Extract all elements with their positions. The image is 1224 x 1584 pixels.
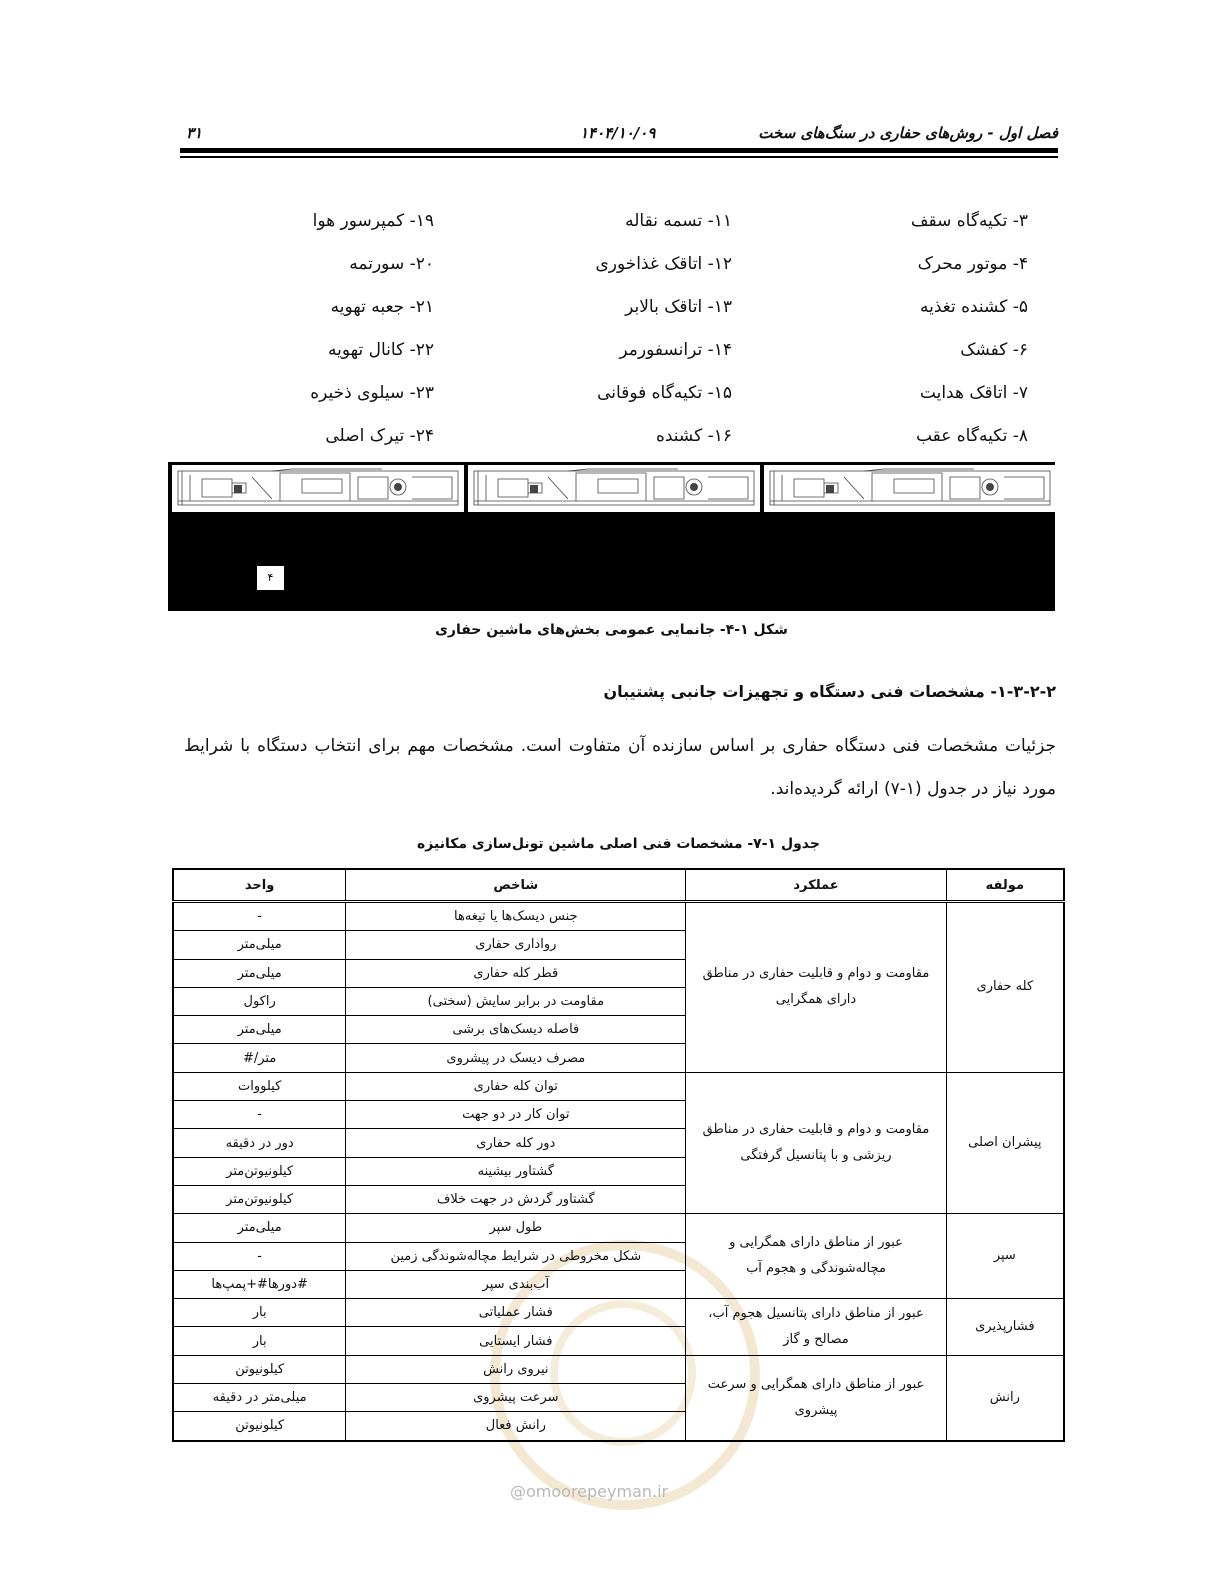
legend-item: ۷- اتاقک هدایت	[919, 383, 1028, 403]
legend-item: ۲۴- تیرک اصلی	[325, 426, 434, 446]
unit-cell: راکول	[173, 987, 346, 1015]
machine-drawing-panel	[172, 465, 464, 512]
page-header	[180, 118, 1058, 148]
unit-cell: -	[173, 1242, 346, 1270]
unit-cell: -	[173, 902, 346, 931]
table-caption: جدول ۱-۷- مشخصات فنی اصلی ماشین تونل‌سازی مکانیزه	[417, 836, 820, 852]
index-cell: گشتاور گردش در جهت خلاف	[346, 1185, 686, 1213]
legend-item: ۱۲- اتاقک غذاخوری	[595, 254, 732, 274]
component-cell: کله حفاری	[946, 902, 1064, 1073]
component-cell: پیشران اصلی	[946, 1072, 1064, 1213]
unit-cell: کیلونیوتن‌متر	[173, 1185, 346, 1213]
header-component: مولفه	[946, 869, 1064, 902]
legend-item: ۲۲- کانال تهویه	[328, 340, 434, 360]
legend-item: ۱۴- ترانسفورمر	[619, 340, 732, 360]
unit-cell: کیلونیوتن	[173, 1355, 346, 1383]
index-cell: قطر کله حفاری	[346, 959, 686, 987]
table-row	[173, 1299, 1064, 1327]
unit-cell: بار	[173, 1327, 346, 1355]
header-unit: واحد	[173, 869, 346, 902]
page-number: ۳۱	[186, 124, 203, 142]
watermark-text: @omoorepeyman.ir	[510, 1482, 669, 1501]
legend-item: ۲۱- جعبه تهویه	[330, 297, 434, 317]
legend-item: ۵- کشنده تغذیه	[919, 297, 1028, 317]
function-cell: عبور از مناطق دارای همگرایی و سرعت پیشروی	[686, 1355, 946, 1440]
index-cell: آب‌بندی سپر	[346, 1270, 686, 1298]
component-cell: رانش	[946, 1355, 1064, 1440]
spec-table	[172, 868, 1065, 1442]
unit-cell: میلی‌متر در دقیقه	[173, 1384, 346, 1412]
header-rule-thick	[180, 148, 1058, 153]
figure-caption: شکل ۱-۴- جانمایی عمومی بخش‌های ماشین حفاری	[435, 622, 788, 638]
index-cell: رواداری حفاری	[346, 931, 686, 959]
unit-cell: میلی‌متر	[173, 1016, 346, 1044]
table-row	[173, 902, 1064, 931]
index-cell: گشتاور بیشینه	[346, 1157, 686, 1185]
table-row	[173, 1355, 1064, 1383]
unit-cell: بار	[173, 1299, 346, 1327]
index-cell: توان کله حفاری	[346, 1072, 686, 1100]
index-cell: مصرف دیسک در پیشروی	[346, 1044, 686, 1072]
index-cell: رانش فعال	[346, 1412, 686, 1441]
legend-item: ۲۳- سیلوی ذخیره	[310, 383, 434, 403]
index-cell: طول سپر	[346, 1214, 686, 1242]
machine-layout-figure	[168, 462, 1055, 611]
section-title: ۱-۳-۲-۲- مشخصات فنی دستگاه و تجهیزات جانبی پشتیبان	[603, 682, 1056, 701]
machine-drawing-panel	[468, 465, 760, 512]
unit-cell: میلی‌متر	[173, 959, 346, 987]
figure-tag: ۴	[257, 566, 284, 590]
legend-item: ۲۰- سورتمه	[349, 254, 434, 274]
index-cell: دور کله حفاری	[346, 1129, 686, 1157]
function-cell: مقاومت و دوام و قابلیت حفاری در مناطق دارای همگرایی	[686, 902, 946, 1073]
unit-cell: کیلونیوتن‌متر	[173, 1157, 346, 1185]
index-cell: توان کار در دو جهت	[346, 1101, 686, 1129]
unit-cell: متر/#	[173, 1044, 346, 1072]
index-cell: سرعت پیشروی	[346, 1384, 686, 1412]
unit-cell: کیلووات	[173, 1072, 346, 1100]
function-cell: مقاومت و دوام و قابلیت حفاری در مناطق ریزشی و با پتانسیل گرفتگی	[686, 1072, 946, 1213]
index-cell: نیروی رانش	[346, 1355, 686, 1383]
index-cell: فشار ایستایی	[346, 1327, 686, 1355]
header-function: عملکرد	[686, 869, 946, 902]
index-cell: فشار عملیاتی	[346, 1299, 686, 1327]
legend-item: ۱۳- اتاقک بالابر	[625, 297, 732, 317]
legend-item: ۸- تکیه‌گاه عقب	[915, 426, 1028, 446]
table-row	[173, 1072, 1064, 1100]
component-cell: سپر	[946, 1214, 1064, 1299]
index-cell: فاصله دیسک‌های برشی	[346, 1016, 686, 1044]
header-date: ۱۴۰۴/۱۰/۰۹	[580, 124, 656, 142]
unit-cell: کیلونیوتن	[173, 1412, 346, 1441]
legend-item: ۴- موتور محرک	[917, 254, 1028, 274]
legend-item: ۳- تکیه‌گاه سقف	[910, 211, 1028, 231]
header-index: شاخص	[346, 869, 686, 902]
chapter-title: فصل اول - روش‌های حفاری در سنگ‌های سخت	[758, 124, 1058, 142]
index-cell: جنس دیسک‌ها یا تیغه‌ها	[346, 902, 686, 931]
legend-item: ۶- کفشک	[960, 340, 1028, 360]
function-cell: عبور از مناطق دارای پتانسیل هجوم آب، مصالح و گاز	[686, 1299, 946, 1356]
body-paragraph: جزئیات مشخصات فنی دستگاه حفاری بر اساس سازنده آن متفاوت است. مشخصات مهم برای انتخاب دستگاه با شرایط مورد نیاز در جدول (۱-۷) ارائه گردیده‌اند.	[184, 736, 1056, 799]
legend-item: ۱۶- کشنده	[655, 426, 732, 446]
index-cell: شکل مخروطی در شرایط مچاله‌شوندگی زمین	[346, 1242, 686, 1270]
legend-item: ۱۹- کمپرسور هوا	[312, 211, 434, 231]
unit-cell: میلی‌متر	[173, 1214, 346, 1242]
header-rule-thin	[180, 156, 1058, 158]
legend-item: ۱۵- تکیه‌گاه فوقانی	[597, 383, 732, 403]
component-cell: فشارپذیری	[946, 1299, 1064, 1356]
table-header-row	[173, 869, 1064, 902]
legend-column-3	[310, 200, 434, 458]
index-cell: مقاومت در برابر سایش (سختی)	[346, 987, 686, 1015]
unit-cell: #دورها#+پمپ‌ها	[173, 1270, 346, 1298]
legend-column-2	[595, 200, 732, 458]
legend-column-1	[911, 200, 1028, 458]
legend-item: ۱۱- تسمه نقاله	[625, 211, 732, 231]
unit-cell: -	[173, 1101, 346, 1129]
unit-cell: میلی‌متر	[173, 931, 346, 959]
unit-cell: دور در دقیقه	[173, 1129, 346, 1157]
table-row	[173, 1214, 1064, 1242]
machine-drawing-panel	[764, 465, 1056, 512]
function-cell: عبور از مناطق دارای همگرایی و مچاله‌شوندگی و هجوم آب	[686, 1214, 946, 1299]
